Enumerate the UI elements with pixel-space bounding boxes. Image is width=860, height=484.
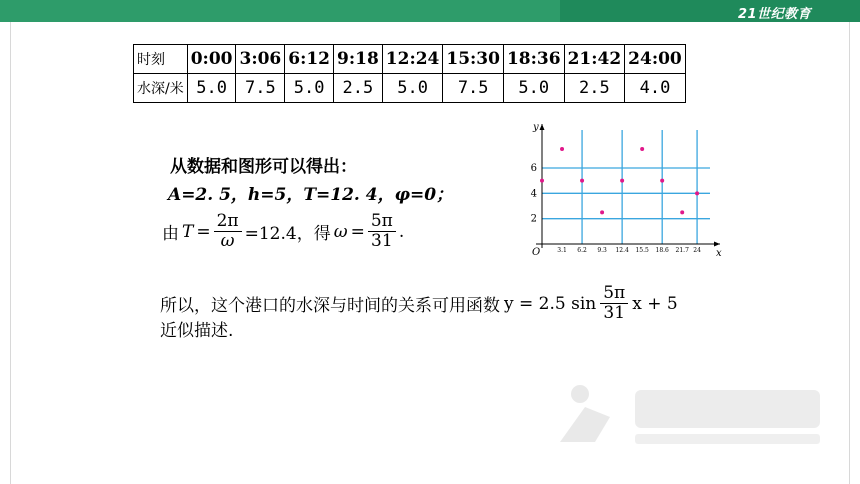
omega-fraction [368,212,396,251]
y-tick-label: 4 [530,188,537,200]
brand-logo: 21世纪教育 [738,7,812,22]
x-tick-label: 3.1 [557,247,567,254]
depth-cell: 7.5 [443,74,504,103]
fraction-numerator: 5π [600,284,628,304]
formula-lhs: y = 2.5 sin [504,293,597,314]
depth-cell: 5.0 [382,74,443,103]
x-axis-label: x [716,248,722,256]
result-suffix: 近似描述. [160,321,234,341]
fraction-numerator: 5π [368,212,396,232]
x-tick-label: 15.5 [635,247,649,254]
time-row [134,45,686,74]
chart-points [540,147,699,214]
x-tick-label: 6.2 [577,247,587,254]
omega-derivation [162,212,404,251]
x-tick-label: 18.6 [655,247,669,254]
time-cell: 24:00 [625,45,686,74]
x-tick-label: 12.4 [615,247,629,254]
data-point [640,147,644,151]
tide-data-table [133,44,686,103]
period-symbol: T [182,221,194,242]
conclusion-intro: 从数据和图形可以得出： [170,157,357,177]
banner-gradient [0,0,560,22]
time-cell: 18:36 [503,45,564,74]
data-point [540,179,544,183]
data-point [680,210,684,214]
fraction-numerator: 2π [214,212,242,232]
depth-cell: 2.5 [564,74,625,103]
formula-rhs: x + 5 [632,293,678,314]
origin-label: O [532,247,541,256]
y-axis-label: y [533,122,539,133]
chart-axes [532,122,722,256]
fraction-denominator: 31 [371,231,393,251]
data-point [580,179,584,183]
depth-cell: 5.0 [187,74,236,103]
x-tick-label: 21.7 [675,247,689,254]
right-divider [849,22,850,484]
time-cell: 6:12 [285,45,334,74]
omega-symbol: ω [333,221,348,242]
depth-cell: 5.0 [503,74,564,103]
time-cell: 9:18 [334,45,383,74]
y-tick-label: 2 [530,213,537,225]
period-fraction [214,212,242,251]
omega-prefix: 由 [162,224,179,244]
y-axis-arrow [540,124,545,130]
depth-scatter-chart [510,116,730,256]
depth-row [134,74,686,103]
depth-cell: 7.5 [236,74,285,103]
model-formula [504,284,678,323]
depth-row-header: 水深/米 [134,74,188,103]
result-statement [160,284,678,323]
time-row-header: 时刻 [134,45,188,74]
equals-sign: = [196,221,211,242]
top-banner [0,0,860,22]
x-tick-label: 24 [693,247,701,254]
period-end: . [398,221,405,242]
x-axis-arrow [714,242,720,247]
y-tick-label: 6 [530,163,537,174]
data-point [560,147,564,151]
depth-cell: 5.0 [285,74,334,103]
equals-sign-2: = [350,221,365,242]
x-tick-label: 9.3 [597,247,607,254]
data-point [600,210,604,214]
fraction-denominator: 31 [603,303,626,323]
depth-cell: 2.5 [334,74,383,103]
data-point [620,179,624,183]
data-point [695,191,699,195]
time-cell: 12:24 [382,45,443,74]
data-point [660,179,664,183]
fraction-denominator: ω [220,231,235,251]
watermark-logo [540,372,830,452]
time-cell: 0:00 [187,45,236,74]
depth-cell: 4.0 [625,74,686,103]
parameter-values: A=2. 5，h=5，T=12. 4，φ=0； [168,185,454,205]
chart-ticks [531,163,701,254]
left-divider [10,22,11,484]
time-cell: 15:30 [443,45,504,74]
formula-fraction [600,284,628,323]
result-prefix: 所以，这个港口的水深与时间的关系可用函数 [160,296,500,316]
time-cell: 3:06 [236,45,285,74]
period-value: =12.4，得 [244,224,331,244]
chart-grid [542,130,710,244]
time-cell: 21:42 [564,45,625,74]
